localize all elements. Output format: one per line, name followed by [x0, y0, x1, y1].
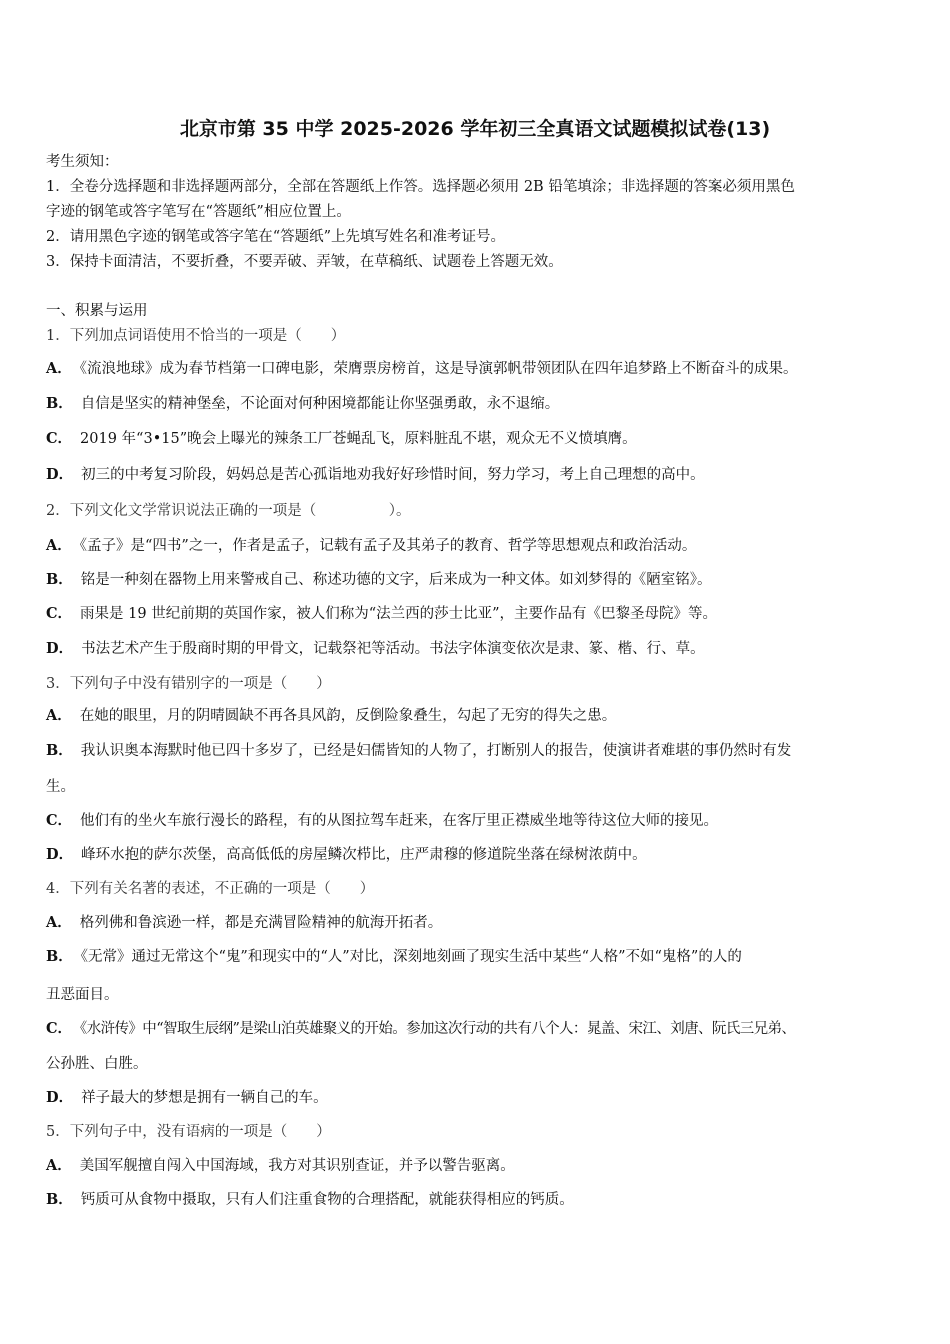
question-1-option-d — [46, 465, 705, 485]
option-letter: A． — [46, 360, 72, 377]
option-letter: A． — [46, 537, 72, 554]
question-4-option-c — [46, 1019, 795, 1039]
option-letter: A． — [46, 914, 72, 931]
option-letter: C． — [46, 605, 73, 622]
question-2-option-c — [46, 604, 717, 624]
page-title: 北京市第 35 中学 2025-2026 学年初三全真语文试题模拟试卷(13) — [179, 118, 771, 140]
option-letter: A． — [46, 1157, 72, 1174]
option-text: 书法艺术产生于殷商时期的甲骨文，记载祭祀等活动。书法字体演变依次是隶、篆、楷、行、草。 — [81, 641, 705, 657]
option-letter: B． — [46, 742, 73, 759]
option-letter: D． — [46, 1089, 74, 1106]
question-5-stem: 5．下列句子中，没有语病的一项是（ ） — [46, 1124, 331, 1140]
option-letter: C． — [46, 1020, 73, 1037]
option-text: 《流浪地球》成为春节档第一口碑电影，荣膺票房榜首，这是导演郭帆带领团队在四年追梦路上不断奋斗的成果。 — [79, 361, 798, 377]
question-4-option-c-continued: 公孙胜、白胜。 — [46, 1056, 148, 1072]
question-3-option-b-continued: 生。 — [46, 779, 75, 795]
notice-item: 3．保持卡面清洁，不要折叠，不要弄破、弄皱，在草稿纸、试题卷上答题无效。 — [46, 254, 563, 270]
option-text: 格列佛和鲁滨逊一样，都是充满冒险精神的航海开拓者。 — [79, 915, 443, 931]
question-3-option-d — [46, 845, 647, 865]
question-3-stem: 3．下列句子中没有错别字的一项是（ ） — [46, 676, 331, 692]
option-letter: D． — [46, 466, 74, 483]
option-text: 《无常》通过无常这个“鬼”和现实中的“人”对比，深刻地刻画了现实生活中某些“人格”不如“鬼格”的人的 — [80, 949, 742, 965]
option-letter: C． — [46, 430, 73, 447]
option-letter: B． — [46, 1191, 73, 1208]
question-1-option-a — [46, 359, 798, 379]
option-letter: B． — [46, 395, 73, 412]
option-text: 《水浒传》中“智取生辰纲”是梁山泊英雄聚义的开始。参加这次行动的共有八个人：晁盖、宋江、刘唐、阮氏三兄弟、 — [80, 1021, 796, 1037]
option-text: 峰环水抱的萨尔茨堡，高高低低的房屋鳞次栉比，庄严肃穆的修道院坐落在绿树浓荫中。 — [81, 847, 647, 863]
section-heading: 一、积累与运用 — [46, 303, 148, 319]
option-text: 铭是一种刻在器物上用来警戒自己、称述功德的文字，后来成为一种文体。如刘梦得的《陋室铭》。 — [80, 572, 712, 588]
notice-item: 2．请用黑色字迹的钢笔或答字笔在“答题纸”上先填写姓名和准考证号。 — [46, 229, 506, 245]
notice-item: 1．全卷分选择题和非选择题两部分，全部在答题纸上作答。选择题必须用 2B 铅笔填涂；非选择题的答案必须用黑色 — [46, 179, 795, 195]
question-2-option-d — [46, 639, 705, 659]
question-3-option-a — [46, 706, 616, 726]
option-text: 他们有的坐火车旅行漫长的路程，有的从图拉驾车赶来，在客厅里正襟威坐地等待这位大师的接见。 — [80, 813, 719, 829]
question-3-option-c — [46, 811, 718, 831]
question-1-option-c — [46, 429, 637, 449]
question-2-option-a — [46, 536, 696, 556]
question-1-stem: 1．下列加点词语使用不恰当的一项是（ ） — [46, 328, 346, 344]
option-text: 钙质可从食物中摄取，只有人们注重食物的合理搭配，就能获得相应的钙质。 — [80, 1192, 574, 1208]
option-text: 我认识奥本海默时他已四十多岁了，已经是妇儒皆知的人物了，打断别人的报告，使演讲者难堪的事仍然时有发 — [80, 743, 792, 759]
question-3-option-b — [46, 741, 791, 761]
option-letter: D． — [46, 640, 74, 657]
option-text: 美国军舰擅自闯入中国海域，我方对其识别查证，并予以警告驱离。 — [79, 1158, 515, 1174]
question-4-stem: 4．下列有关名著的表述，不正确的一项是（ ） — [46, 881, 375, 897]
question-2-option-b — [46, 570, 712, 590]
option-text: 祥子最大的梦想是拥有一辆自己的车。 — [81, 1090, 328, 1106]
option-text: 初三的中考复习阶段，妈妈总是苦心孤诣地劝我好好珍惜时间，努力学习，考上自己理想的高中。 — [81, 467, 705, 483]
option-text: 2019 年“3•15”晚会上曝光的辣条工厂苍蝇乱飞，原料脏乱不堪，观众无不义愤填膺。 — [80, 431, 637, 447]
option-letter: D． — [46, 846, 74, 863]
notice-item: 字迹的钢笔或答字笔写在“答题纸”相应位置上。 — [46, 204, 351, 220]
question-4-option-a — [46, 913, 442, 933]
question-1-option-b — [46, 394, 559, 414]
question-4-option-b — [46, 947, 742, 967]
option-text: 《孟子》是“四书”之一，作者是孟子，记载有孟子及其弟子的教育、哲学等思想观点和政治活动。 — [79, 538, 697, 554]
option-letter: A． — [46, 707, 72, 724]
option-letter: B． — [46, 571, 73, 588]
question-5-option-b — [46, 1190, 574, 1210]
option-letter: C． — [46, 812, 73, 829]
question-4-option-d — [46, 1088, 328, 1108]
question-4-option-b-continued: 丑恶面目。 — [46, 987, 119, 1003]
option-letter: B． — [46, 948, 73, 965]
option-text: 在她的眼里，月的阴晴圆缺不再各具风韵，反倒险象叠生，勾起了无穷的得失之患。 — [79, 708, 617, 724]
option-text: 雨果是 19 世纪前期的英国作家，被人们称为“法兰西的莎士比亚”，主要作品有《巴黎圣母院》等。 — [80, 606, 718, 622]
notice-heading: 考生须知： — [46, 154, 119, 170]
option-text: 自信是坚实的精神堡垒，不论面对何种困境都能让你坚强勇敢，永不退缩。 — [80, 396, 560, 412]
question-2-stem: 2．下列文化文学常识说法正确的一项是（ ）。 — [46, 503, 411, 519]
question-5-option-a — [46, 1156, 515, 1176]
